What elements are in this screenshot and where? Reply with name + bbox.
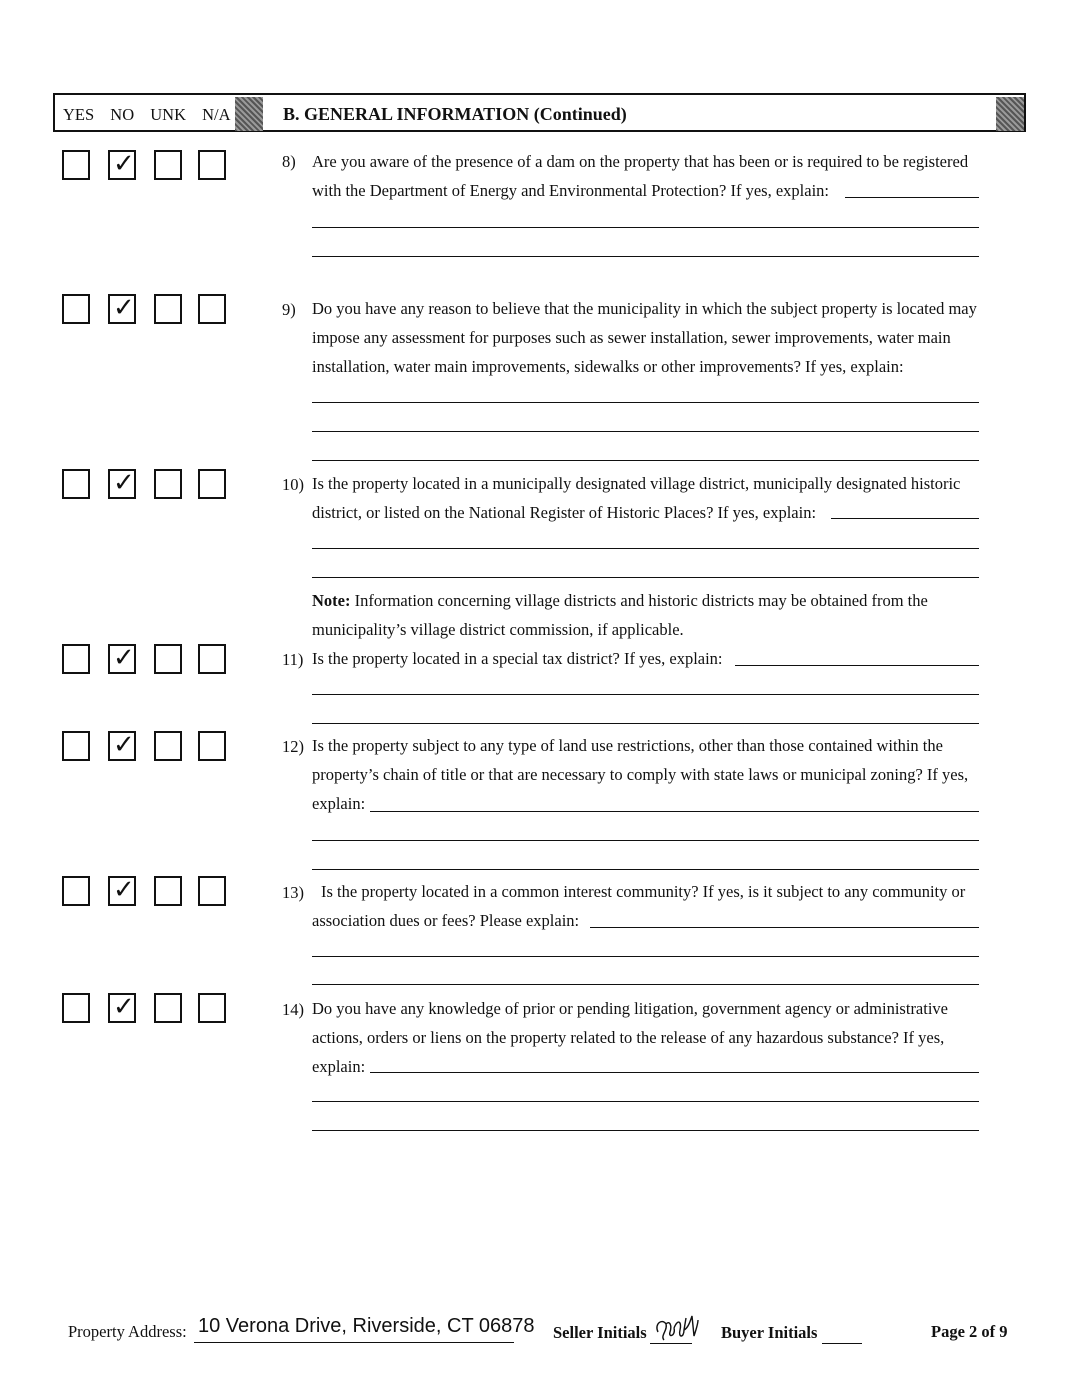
section-title (283, 104, 627, 125)
answer-line[interactable] (312, 256, 979, 257)
na-checkbox[interactable] (198, 644, 226, 674)
note-block (312, 586, 982, 644)
page-footer (0, 1310, 1072, 1350)
section-title-main: B. GENERAL INFORMATION (283, 104, 530, 124)
na-checkbox[interactable] (198, 731, 226, 761)
no-checkbox[interactable] (108, 150, 136, 180)
question-number: 12) (282, 737, 304, 756)
answer-line[interactable] (312, 548, 979, 549)
answer-line[interactable] (312, 577, 979, 578)
yes-checkbox[interactable] (62, 294, 90, 324)
answer-line[interactable] (312, 984, 979, 985)
no-checkbox[interactable] (108, 469, 136, 499)
answer-line[interactable] (312, 956, 979, 957)
checkmark-icon: ✓ (113, 468, 135, 498)
answer-line[interactable] (312, 227, 979, 228)
checkmark-icon: ✓ (113, 293, 135, 323)
question-text: Is the property located in a common interest community? If yes, is it subject to any community or association dues or fees? Please explain: (312, 882, 966, 930)
answer-line[interactable] (312, 840, 979, 841)
note-label: Note: (312, 591, 351, 610)
checkmark-icon: ✓ (113, 730, 135, 760)
header-shade-block-right (996, 97, 1024, 131)
no-checkbox[interactable] (108, 294, 136, 324)
section-header (53, 93, 1026, 132)
col-unk: UNK (150, 105, 187, 124)
header-shade-block (235, 97, 263, 131)
question-number: 14) (282, 1000, 304, 1019)
answer-line[interactable] (590, 927, 979, 928)
question-number: 11) (282, 650, 304, 669)
answer-line[interactable] (312, 694, 979, 695)
no-checkbox[interactable] (108, 731, 136, 761)
na-checkbox[interactable] (198, 876, 226, 906)
answer-line[interactable] (312, 1101, 979, 1102)
question-number: 8) (282, 152, 296, 171)
unk-checkbox[interactable] (154, 993, 182, 1023)
no-checkbox[interactable] (108, 993, 136, 1023)
page-number: Page 2 of 9 (931, 1322, 1008, 1341)
note-text: Information concerning village districts and historic districts may be obtained from the municipality’s village district commission, if applicable. (312, 591, 928, 639)
unk-checkbox[interactable] (154, 731, 182, 761)
question-text: Do you have any knowledge of prior or pending litigation, government agency or administrative actions, orders or liens on the property related to the release of any hazardous substance? If yes, explain: (312, 999, 948, 1076)
na-checkbox[interactable] (198, 469, 226, 499)
na-checkbox[interactable] (198, 294, 226, 324)
yes-checkbox[interactable] (62, 876, 90, 906)
col-na: N/A (202, 105, 231, 124)
answer-line[interactable] (312, 1130, 979, 1131)
answer-line[interactable] (312, 431, 979, 432)
buyer-initials-line[interactable] (822, 1343, 862, 1344)
answer-line[interactable] (370, 811, 979, 812)
question-text: Do you have any reason to believe that the municipality in which the subject property is located may impose any assessment for purposes such as sewer installation, sewer improvements, water main installation, water main improvements, sidewalks or other improvements? If yes, explain: (312, 299, 977, 376)
checkmark-icon: ✓ (113, 875, 135, 905)
question-number: 9) (282, 300, 296, 319)
answer-line[interactable] (735, 665, 979, 666)
no-checkbox[interactable] (108, 644, 136, 674)
col-no: NO (110, 105, 135, 124)
section-title-suffix: (Continued) (533, 104, 627, 124)
col-yes: YES (63, 105, 95, 124)
yes-checkbox[interactable] (62, 731, 90, 761)
yes-checkbox[interactable] (62, 469, 90, 499)
question-text: Are you aware of the presence of a dam on the property that has been or is required to be registered with the Department of Energy and Environmental Protection? If yes, explain: (312, 152, 969, 200)
answer-line[interactable] (370, 1072, 979, 1073)
question-number: 13) (282, 883, 304, 902)
yes-checkbox[interactable] (62, 993, 90, 1023)
answer-line[interactable] (312, 869, 979, 870)
na-checkbox[interactable] (198, 150, 226, 180)
checkmark-icon: ✓ (113, 992, 135, 1022)
question-number: 10) (282, 475, 304, 494)
answer-line[interactable] (312, 460, 979, 461)
unk-checkbox[interactable] (154, 469, 182, 499)
seller-initials-signature[interactable] (652, 1310, 700, 1344)
unk-checkbox[interactable] (154, 876, 182, 906)
checkmark-icon: ✓ (113, 149, 135, 179)
answer-line[interactable] (312, 402, 979, 403)
question-text: Is the property located in a special tax district? If yes, explain: (312, 649, 723, 668)
answer-column-headers (63, 105, 243, 125)
seller-initials-label: Seller Initials (553, 1323, 647, 1342)
question-text: Is the property subject to any type of land use restrictions, other than those contained within the property’s chain of title or that are necessary to comply with state laws or municipal zoning? If yes, explain: (312, 736, 969, 813)
property-address-line (194, 1342, 514, 1343)
no-checkbox[interactable] (108, 876, 136, 906)
buyer-initials-label: Buyer Initials (721, 1323, 818, 1342)
checkmark-icon: ✓ (113, 643, 135, 673)
answer-line[interactable] (312, 723, 979, 724)
yes-checkbox[interactable] (62, 644, 90, 674)
unk-checkbox[interactable] (154, 294, 182, 324)
answer-line[interactable] (831, 518, 979, 519)
unk-checkbox[interactable] (154, 150, 182, 180)
property-address-value[interactable]: 10 Verona Drive, Riverside, CT 06878 (198, 1315, 535, 1337)
answer-line[interactable] (845, 197, 979, 198)
na-checkbox[interactable] (198, 993, 226, 1023)
seller-initials-line (650, 1343, 692, 1344)
question-text: Is the property located in a municipally designated village district, municipally designated historic district, or listed on the National Register of Historic Places? If yes, explain: (312, 474, 961, 522)
yes-checkbox[interactable] (62, 150, 90, 180)
property-address-label: Property Address: (68, 1322, 187, 1341)
unk-checkbox[interactable] (154, 644, 182, 674)
